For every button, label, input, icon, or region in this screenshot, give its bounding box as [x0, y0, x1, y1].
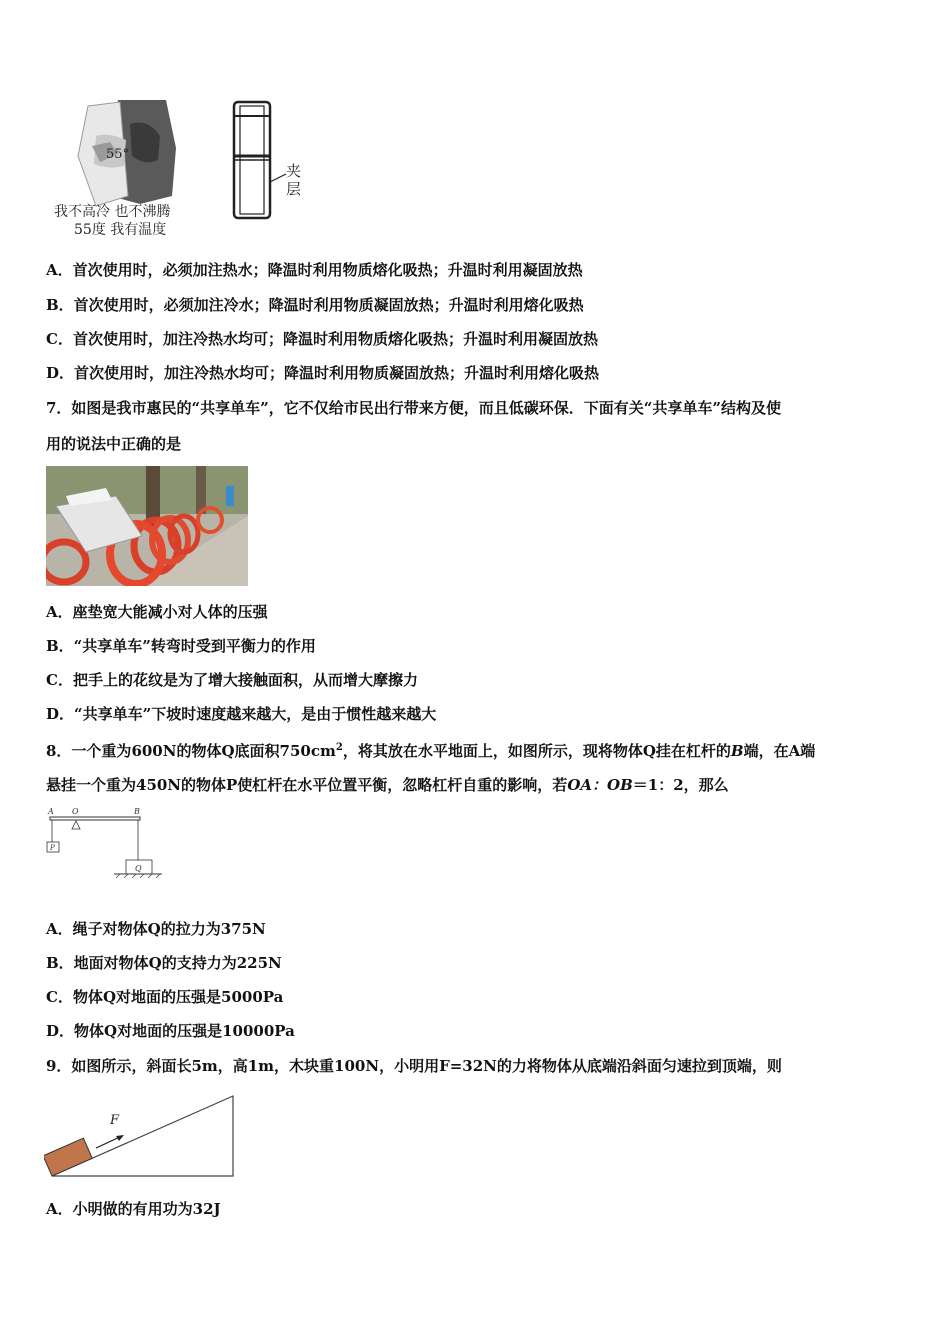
q8-stem-line1-part-c: 端，在A端	[743, 742, 816, 760]
q8-stem-line2-part-b: ＝1：2，那么	[632, 776, 729, 794]
q8-option-c: C．物体Q对地面的压强是5000Pa	[46, 988, 284, 1006]
q7-option-a: A．座垫宽大能减小对人体的压强	[46, 603, 268, 621]
lever-label-b: B	[134, 807, 140, 816]
q8-stem-line1-part-b: ，将其放在水平地面上，如图所示，现将物体Q挂在杠杆的	[342, 742, 731, 760]
cup-section-diagram	[226, 96, 316, 222]
force-label-f: F	[110, 1113, 120, 1128]
q8-option-b: B．地面对物体Q的支持力为225N	[46, 954, 282, 972]
thermos-caption-line1: 我不高冷 也不沸腾	[54, 204, 171, 220]
shared-bike-photo	[46, 466, 248, 586]
q7-stem-line1: 7．如图是我市惠民的“共享单车”，它不仅给市民出行带来方便，而且低碳环保．下面有关“共享单车”结构及使	[46, 399, 781, 417]
lever-label-o: O	[72, 807, 79, 816]
q9-stem: 9．如图所示，斜面长5m，高1m，木块重100N，小明用F=32N的力将物体从底端沿斜面匀速拉到顶端，则	[46, 1057, 782, 1075]
q7-option-b: B．“共享单车”转弯时受到平衡力的作用	[46, 637, 316, 655]
q6-option-b: B．首次使用时，必须加注冷水；降温时利用物质凝固放热；升温时利用熔化吸热	[46, 296, 584, 314]
q8-stem-point-b: B	[730, 742, 744, 760]
thermos-temp-label: 55°	[106, 147, 130, 162]
thermos-photo	[48, 96, 208, 238]
layer-label-1: 夹	[286, 162, 302, 180]
lever-label-a: A	[48, 807, 54, 816]
lever-label-q: Q	[135, 864, 142, 873]
lever-label-p: P	[50, 844, 55, 852]
q8-option-a: A．绳子对物体Q的拉力为375N	[46, 920, 266, 938]
q8-stem-line2	[46, 775, 729, 795]
q7-option-d: D．“共享单车”下坡时速度越来越大，是由于惯性越来越大	[46, 705, 437, 723]
incline-diagram	[44, 1092, 240, 1182]
thermos-caption-line2: 55度 我有温度	[74, 222, 167, 238]
lever-diagram	[44, 804, 168, 884]
q8-stem-line1-part-a: 8．一个重为600N的物体Q底面积750cm	[46, 742, 336, 760]
q6-option-a: A．首次使用时，必须加注热水；降温时利用物质熔化吸热；升温时利用凝固放热	[46, 261, 583, 279]
q6-option-c: C．首次使用时，加注冷热水均可；降温时利用物质熔化吸热；升温时利用凝固放热	[46, 330, 598, 348]
q8-stem-superscript: 2	[335, 742, 343, 753]
q8-stem-line2-part-a: 悬挂一个重为450N的物体P使杠杆在水平位置平衡，忽略杠杆自重的影响，若	[46, 776, 568, 794]
q8-option-d: D．物体Q对地面的压强是10000Pa	[46, 1022, 295, 1040]
q6-option-d: D．首次使用时，加注冷热水均可；降温时利用物质凝固放热；升温时利用熔化吸热	[46, 364, 600, 382]
q7-option-c: C．把手上的花纹是为了增大接触面积，从而增大摩擦力	[46, 671, 418, 689]
q8-stem-ratio: OA：OB	[567, 776, 633, 794]
q8-stem-line1	[46, 738, 815, 761]
layer-label-2: 层	[286, 180, 302, 198]
q7-stem-line2: 用的说法中正确的是	[46, 435, 182, 453]
q9-option-a: A．小明做的有用功为32J	[46, 1200, 221, 1218]
